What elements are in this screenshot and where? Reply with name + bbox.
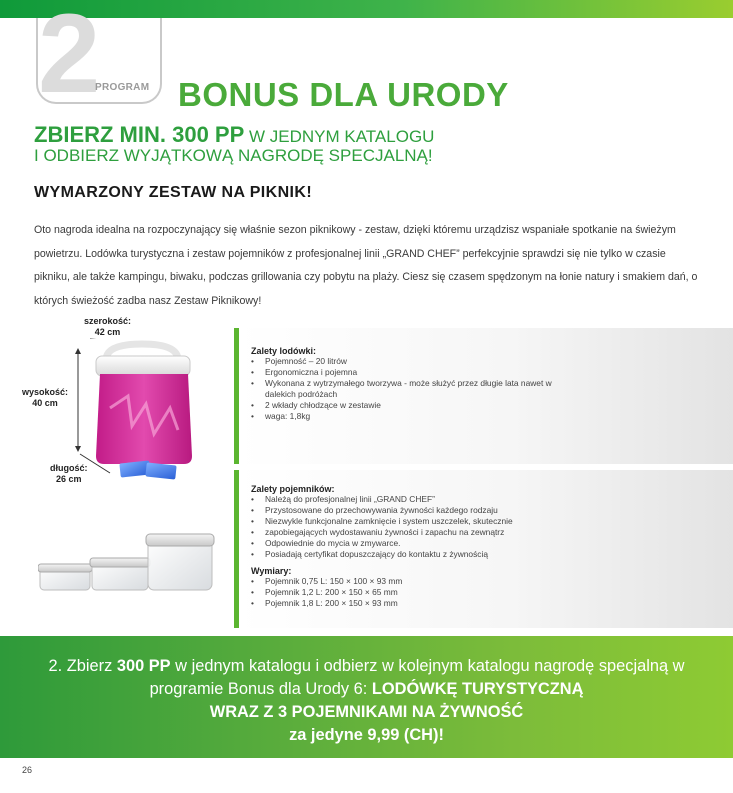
list-item: • Pojemnik 0,75 L: 150 × 100 × 93 mm bbox=[251, 576, 733, 587]
cooler-features-panel bbox=[234, 328, 733, 464]
page-number: 26 bbox=[22, 765, 33, 775]
section-heading: WYMARZONY ZESTAW NA PIKNIK! bbox=[34, 184, 313, 201]
dimension-width bbox=[84, 316, 131, 338]
list-item: dalekich podróżach bbox=[265, 389, 338, 399]
dimension-length-value: 26 cm bbox=[55, 474, 82, 484]
program-badge bbox=[36, 0, 162, 116]
containers-features-list bbox=[251, 494, 733, 560]
dimensions-list bbox=[251, 576, 733, 609]
headline-line2: I ODBIERZ WYJĄTKOWĄ NAGRODĘ SPECJALNĄ! bbox=[34, 145, 433, 165]
top-color-bar bbox=[0, 0, 733, 18]
dimension-height-label: wysokość: bbox=[22, 387, 69, 397]
containers-image bbox=[38, 520, 218, 600]
list-item: • zapobiegających wydostawaniu żywności i zapachu na zewnątrz bbox=[251, 527, 733, 538]
containers-features-title: Zalety pojemników: bbox=[251, 484, 335, 494]
program-title: BONUS DLA URODY bbox=[178, 76, 509, 113]
dimension-height bbox=[22, 387, 68, 409]
dimension-height-value: 40 cm bbox=[32, 398, 58, 408]
dimension-length-label: długość: bbox=[50, 463, 88, 473]
promo-prize2: WRAZ Z 3 POJEMNIKAMI NA ŻYWNOŚĆ bbox=[209, 703, 524, 721]
promo-price: za jedyne 9,99 (CH)! bbox=[289, 726, 444, 744]
list-item: • Należą do profesjonalnej linii „GRAND CHEF” bbox=[251, 494, 733, 505]
containers-features-panel bbox=[234, 470, 733, 628]
list-item: • Wykonana z wytrzymałego tworzywa - może służyć przez długie lata nawet w bbox=[251, 378, 733, 389]
promo-part1: 2. Zbierz bbox=[48, 657, 117, 675]
list-item: • Ergonomiczna i pojemna bbox=[251, 367, 733, 378]
cooler-features-title: Zalety lodówki: bbox=[251, 346, 317, 356]
bottom-promo-text bbox=[20, 655, 713, 747]
promo-prize1: LODÓWKĘ TURYSTYCZNĄ bbox=[371, 680, 584, 698]
cooler-image bbox=[70, 338, 220, 498]
program-number: 2 bbox=[38, 0, 101, 116]
dimensions-title: Wymiary: bbox=[251, 566, 292, 576]
cooler-features-list bbox=[251, 356, 733, 422]
list-item: • Pojemnik 1,2 L: 200 × 150 × 65 mm bbox=[251, 587, 733, 598]
headline-light: W JEDNYM KATALOGU bbox=[244, 127, 435, 146]
list-item: • Odpowiednie do mycia w zmywarce. bbox=[251, 538, 733, 549]
promo-pp: 300 PP bbox=[116, 657, 171, 675]
dimension-width-label: szerokość: bbox=[84, 316, 132, 326]
list-item: • Przystosowane do przechowywania żywności każdego rodzaju bbox=[251, 505, 733, 516]
list-item: • Pojemnik 1,8 L: 200 × 150 × 93 mm bbox=[251, 598, 733, 609]
dimension-width-value: 42 cm bbox=[94, 327, 121, 337]
list-item: • Posiadają certyfikat dopuszczający do kontaktu z żywnością bbox=[251, 549, 733, 560]
list-item: • Niezwykle funkcjonalne zamknięcie i system uszczelek, skutecznie bbox=[251, 516, 733, 527]
headline bbox=[34, 123, 434, 165]
intro-paragraph: Oto nagroda idealna na rozpoczynający się właśnie sezon piknikowy - zestaw, dzięki któremu urządzisz wspaniałe spotkanie na świeżym powietrzu. Lodówka turystyczna i zestaw pojemników z profesjonalnej linii „GRAND CHEF” perfekcyjnie sprawdzi się nie tylko w czasie pikniku, ale także kampingu, biwaku, podczas grillowania czy pobytu na plaży. Ciesz się czasem spędzonym na łonie natury i smakiem dań, o których świeżość zadba nasz Zestaw Piknikowy! bbox=[34, 224, 698, 307]
list-item: • waga: 1,8kg bbox=[251, 411, 733, 422]
program-label: PROGRAM bbox=[95, 82, 150, 93]
promo-part2: w jednym katalogu i odbierz w kolejnym katalogu nagrodę specjalną w programie Bonus dla Urody 6: bbox=[149, 657, 685, 698]
headline-strong: ZBIERZ MIN. 300 PP bbox=[34, 122, 245, 147]
list-item: • 2 wkłady chłodzące w zestawie bbox=[251, 400, 733, 411]
list-item: • Pojemność – 20 litrów bbox=[251, 356, 733, 367]
